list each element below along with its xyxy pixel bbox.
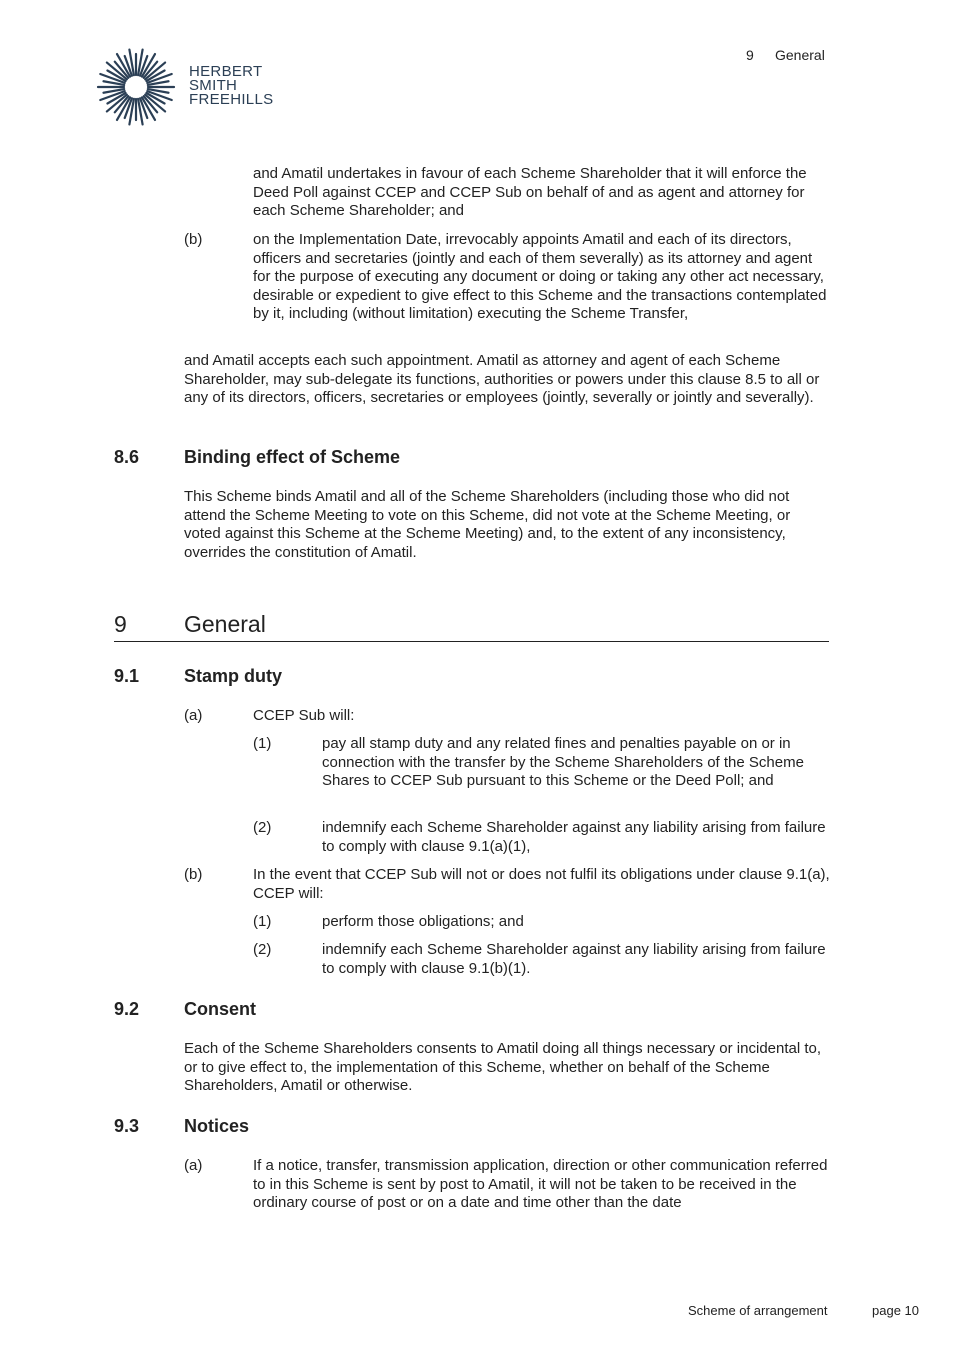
heading-9-title: General [184, 611, 266, 637]
sunburst-logo-icon [96, 47, 176, 127]
firm-logo [96, 47, 286, 127]
heading-9-3-title: Notices [184, 1116, 250, 1136]
footer-page-number: page 10 [872, 1303, 919, 1318]
section-divider [114, 641, 829, 642]
item-9-3-a-text: If a notice, transfer, transmission application, direction or other communication referred to in this Scheme is sent by post to Amatil, it will not be taken to be received in the ordinary course of post or on a date and time other than the date [253, 1157, 828, 1212]
item-9-1-a-text: CCEP Sub will: [253, 707, 355, 724]
item-9-1-a-1-text: pay all stamp duty and any related fines and penalties payable on or in connection with the transfer by the Scheme Shareholders of the Scheme Shares to CCEP Sub pursuant to this Scheme or the Deed Poll; and [322, 735, 804, 790]
paragraph-continuation: and Amatil undertakes in favour of each Scheme Shareholder that it will enforce the Deed Poll against CCEP and CCEP Sub on behalf of and as agent and attorney for each Scheme Shareholder; and [253, 165, 807, 220]
header-section-title: General [775, 47, 825, 63]
heading-9-number: 9 [114, 611, 127, 637]
item-9-1-b-1-text: perform those obligations; and [322, 913, 524, 930]
paragraph-8-6: This Scheme binds Amatil and all of the Scheme Shareholders (including those who did not attend the Scheme Meeting to vote on this Scheme, did not vote at the Scheme Meeting, or voted against this Scheme at the Scheme Meeting) and, to the extent of any inconsistency, overrides the constitution of Amatil. [184, 488, 791, 561]
item-9-1-b-2-label: (2) [253, 941, 272, 958]
heading-8-6-title: Binding effect of Scheme [184, 447, 401, 467]
item-9-1-a-label: (a) [184, 707, 203, 724]
paragraph-after-b: and Amatil accepts each such appointment. Amatil as attorney and agent of each Scheme Shareholder, may sub-delegate its functions, authorities or powers under this clause 8.5 to all or any of its directors, officers, secretaries or employees (jointly, severally or jointly and severally). [184, 352, 820, 407]
footer-document-title: Scheme of arrangement [688, 1303, 828, 1318]
item-b-text: on the Implementation Date, irrevocably appoints Amatil and each of its directors, officers and secretaries (jointly and each of them severally) as its attorney and agent for the purpose of executing any document or doing or taking any other act necessary, desirable or expedient to give effect to this Scheme and the transactions contemplated by it, including (without limitation) executing the Scheme Transfer, [253, 231, 827, 323]
item-b-label: (b) [184, 231, 203, 248]
item-9-1-b-1-label: (1) [253, 913, 272, 930]
heading-9-2-title: Consent [184, 999, 256, 1019]
item-9-3-a-label: (a) [184, 1157, 203, 1174]
logo-line-1: HERBERT [189, 63, 263, 80]
item-9-1-a-2-text: indemnify each Scheme Shareholder against any liability arising from failure to comply with clause 9.1(a)(1), [322, 819, 826, 855]
heading-9-2-number: 9.2 [114, 999, 140, 1019]
paragraph-9-2: Each of the Scheme Shareholders consents to Amatil doing all things necessary or incidental to, or to give effect to, the implementation of this Scheme, whether on behalf of the Scheme Shareholders, Amatil or otherwise. [184, 1040, 822, 1095]
header-section-number: 9 [746, 47, 754, 63]
heading-8-6-number: 8.6 [114, 447, 140, 467]
item-9-1-b-2-text: indemnify each Scheme Shareholder against any liability arising from failure to comply with clause 9.1(b)(1). [322, 941, 826, 977]
heading-9-3-number: 9.3 [114, 1116, 140, 1136]
item-9-1-a-2-label: (2) [253, 819, 272, 836]
item-9-1-b-text: In the event that CCEP Sub will not or does not fulfil its obligations under clause 9.1(a), CCEP will: [253, 866, 830, 902]
logo-wordmark [189, 65, 273, 107]
heading-9-1-number: 9.1 [114, 666, 140, 686]
logo-line-3: FREEHILLS [189, 91, 274, 108]
logo-line-2: SMITH [189, 77, 238, 94]
heading-9-1-title: Stamp duty [184, 666, 283, 686]
item-9-1-a-1-label: (1) [253, 735, 272, 752]
item-9-1-b-label: (b) [184, 866, 203, 883]
